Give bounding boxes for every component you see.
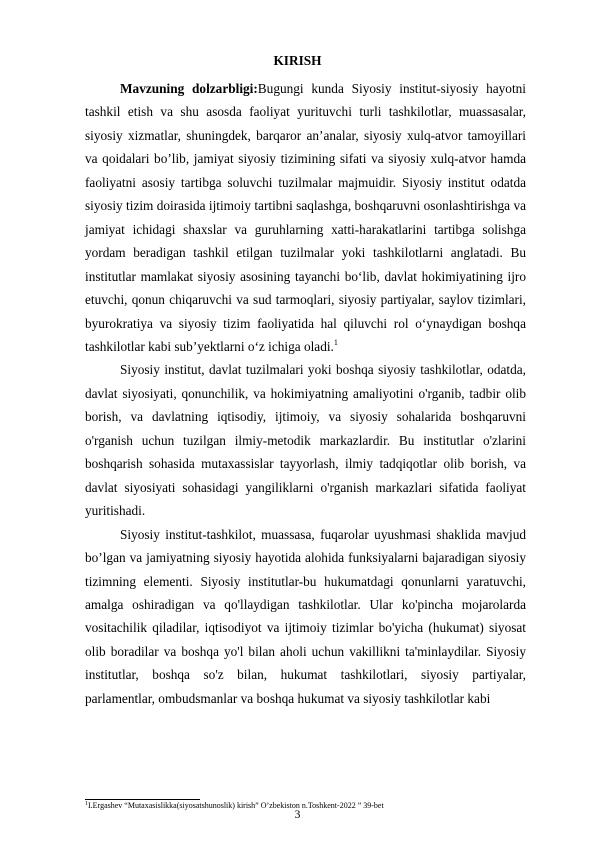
paragraph-relevance xyxy=(85,77,526,358)
paragraph-text: Bugungi kunda Siyosiy institut-siyosiy hayotni tashkil etish va shu asosda faoliyat yurituvchi turli tashkilotlar, muassasalar, siyosiy xizmatlar, shuningdek, barqaror an’analar, siyosiy xulq-atvor tamoyillari va qoidalari bo’lib, jamiyat siyosiy tizimining sifati va siyosiy xulq-atvor hamda faoliyatni asosiy tartibga soluvchi tuzilmalar majmuidir. Siyosiy institut odatda siyosiy tizim doirasida ijtimoiy tartibni saqlashga, boshqaruvni osonlashtirishga va jamiyat ichidagi shaxslar va guruhlarning xatti-harakatlarini tartibga solishga yordam beradigan tashkil etilgan tuzilmalar yoki tashkilotlarni anglatadi. Bu institutlar mamlakat siyosiy asosining tayanchi bo‘lib, davlat hokimiyatining ijro etuvchi, qonun chiqaruvchi va sud tarmoqlari, siyosiy partiyalar, saylov tizimlari, byurokratiya va siyosiy tizim faoliyatida hal qiluvchi rol o‘ynaydigan boshqa tashkilotlar kabi sub’yektlarni o‘z ichiga oladi. xyxy=(85,81,526,354)
paragraph-institute-organization xyxy=(85,523,526,711)
footnote-reference: 1 xyxy=(333,337,338,347)
paragraph-text: Siyosiy institut, davlat tuzilmalari yoki boshqa siyosiy tashkilotlar, odatda, davlat siyosiyati, qonunchilik, va hokimiyatning amaliyotini o'rganib, tadbir olib borish, va davlatning iqtisodiy, ijtimoiy, va siyosiy sohalarida boshqaruvni o'rganish uchun tuzilgan ilmiy-metodik markazlardir. Bu institutlar o'zlarini boshqarish sohasida mutaxassislar tayyorlash, ilmiy tadqiqotlar olib borish, va davlat siyosiyati sohasidagi yangiliklarni o'rganish markazlari sifatida faoliyat yuritishadi. xyxy=(85,362,526,519)
body-text xyxy=(85,77,526,710)
paragraph-lead: Mavzuning dolzarbligi: xyxy=(120,81,258,96)
paragraph-text: Siyosiy institut-tashkilot, muassasa, fuqarolar uyushmasi shaklida mavjud bo’lgan va jamiyatning siyosiy hayotida alohida funksiyalarni bajaradigan siyosiy tizimning elementi. Siyosiy institutlar-bu hukumatdagi qonunlarni yaratuvchi, amalga oshiradigan va qo'llaydigan tashkilotlar. Ular ko'pincha mojarolarda vositachilik qiladilar, iqtisodiyot va ijtimoiy tizimlar bo'yicha (hukumat) siyosat olib boradilar va boshqa yo'l bilan aholi uchun vakillikni ta'minlaydilar. Siyosiy institutlar, boshqa so'z bilan, hukumat tashkilotlari, siyosiy partiyalar, parlamentlar, ombudsmanlar va boshqa hukumat va siyosiy tashkilotlar kabi xyxy=(85,526,526,706)
footnote-text: I.Ergashev “Mutaxasislikka(siyosatshunoslik) kirish” O’zbekiston n.Toshkent-2022 ” 39-bet xyxy=(88,801,384,810)
section-title: KIRISH xyxy=(273,53,322,68)
page-number: 3 xyxy=(294,809,301,821)
paragraph-political-institute xyxy=(85,358,526,522)
footnote-marker: 1 xyxy=(85,801,88,807)
